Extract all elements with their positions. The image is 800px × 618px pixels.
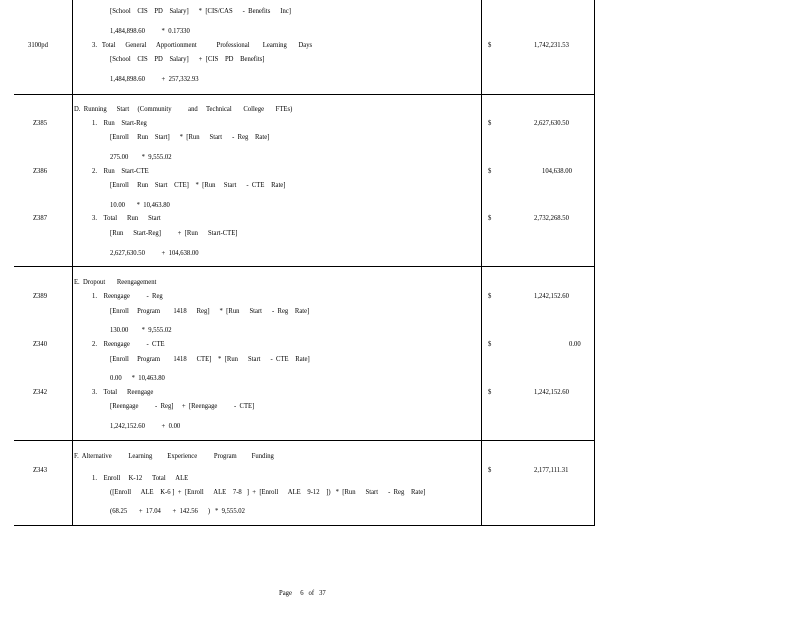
- section-divider-e: [14, 266, 595, 267]
- section-heading: D. Running Start (Community and Technical College FTEs): [74, 105, 293, 113]
- table-bottom-border: [14, 525, 595, 526]
- row-code: Z342: [33, 388, 48, 396]
- amount-value: 2,732,268.50: [534, 214, 569, 222]
- column-divider-amount: [481, 0, 482, 526]
- row-code: Z343: [33, 466, 48, 474]
- calculation-text: 1,242,152.60 + 0.00: [110, 422, 181, 430]
- amount-value: 2,627,630.50: [534, 119, 569, 127]
- row-code: Z389: [33, 292, 48, 300]
- calculation-text: 1,484,898.60 + 257,332.93: [110, 75, 199, 83]
- column-divider-code: [72, 0, 73, 526]
- page-total: 37: [319, 589, 326, 597]
- formula-text: [Enroll Run Start] * [Run Start - Reg Rate]: [110, 133, 270, 141]
- dollar-sign: $: [488, 214, 492, 222]
- formula-text: [Reengage - Reg] + [Reengage - CTE]: [110, 402, 255, 410]
- row-code: Z386: [33, 167, 48, 175]
- row-code: 3100pd: [28, 41, 48, 49]
- dollar-sign: $: [488, 340, 492, 348]
- page-label: Page: [279, 589, 292, 597]
- item-label: 3. Total Reengage: [92, 388, 154, 396]
- dollar-sign: $: [488, 167, 492, 175]
- calculation-text: 130.00 * 9,555.02: [110, 326, 172, 334]
- page-of-label: of: [308, 589, 315, 597]
- dollar-sign: $: [488, 41, 492, 49]
- section-divider-f: [14, 440, 595, 441]
- page-number: 6: [300, 589, 304, 597]
- section-heading: F. Alternative Learning Experience Program Funding: [74, 452, 274, 460]
- row-code: Z385: [33, 119, 48, 127]
- amount-value: 2,177,111.31: [534, 466, 569, 474]
- item-label: 1. Reengage - Reg: [92, 292, 163, 300]
- item-label: 2. Reengage - CTE: [92, 340, 165, 348]
- dollar-sign: $: [488, 466, 492, 474]
- item-label: 1. Enroll K-12 Total ALE: [92, 474, 189, 482]
- formula-text: [School CIS PD Salary] * [CIS/CAS - Benefits Inc]: [110, 7, 292, 15]
- calculation-text: 10.00 * 10,463.80: [110, 201, 170, 209]
- calculation-text: 0.00 * 10,463.80: [110, 374, 165, 382]
- row-code: Z340: [33, 340, 48, 348]
- dollar-sign: $: [488, 292, 492, 300]
- formula-text: [School CIS PD Salary] + [CIS PD Benefits]: [110, 55, 265, 63]
- calculation-text: 2,627,630.50 + 104,638.00: [110, 249, 199, 257]
- item-label: 1. Run Start-Reg: [92, 119, 147, 127]
- page-footer: [279, 589, 326, 597]
- amount-value: 1,742,231.53: [534, 41, 569, 49]
- amount-value: 104,638.00: [542, 167, 572, 175]
- dollar-sign: $: [488, 388, 492, 396]
- item-label: 2. Run Start-CTE: [92, 167, 149, 175]
- formula-text: [Enroll Program 1418 Reg] * [Run Start - Reg Rate]: [110, 307, 310, 315]
- calculation-text: (68.25 + 17.04 + 142.56 ) * 9,555.02: [110, 507, 245, 515]
- formula-text: [Enroll Program 1418 CTE] * [Run Start - CTE Rate]: [110, 355, 310, 363]
- amount-value: 1,242,152.60: [534, 292, 569, 300]
- table-right-border: [594, 0, 595, 526]
- formula-text: ([Enroll ALE K-6 ] + [Enroll ALE 7-8 ] + [Enroll ALE 9-12 ]) * [Run Start - Reg Rate]: [110, 488, 426, 496]
- amount-value: 1,242,152.60: [534, 388, 569, 396]
- calculation-text: 275.00 * 9,555.02: [110, 153, 172, 161]
- item-label: 3. Total General Apportionment Professional Learning Days: [92, 41, 313, 49]
- item-label: 3. Total Run Start: [92, 214, 161, 222]
- formula-text: [Enroll Run Start CTE] * [Run Start - CTE Rate]: [110, 181, 286, 189]
- formula-text: [Run Start-Reg] + [Run Start-CTE]: [110, 229, 238, 237]
- amount-value: 0.00: [569, 340, 581, 348]
- section-divider-d: [14, 94, 595, 95]
- calculation-text: 1,484,898.60 * 0.17330: [110, 27, 190, 35]
- section-heading: E. Dropout Reengagement: [74, 278, 157, 286]
- row-code: Z387: [33, 214, 48, 222]
- dollar-sign: $: [488, 119, 492, 127]
